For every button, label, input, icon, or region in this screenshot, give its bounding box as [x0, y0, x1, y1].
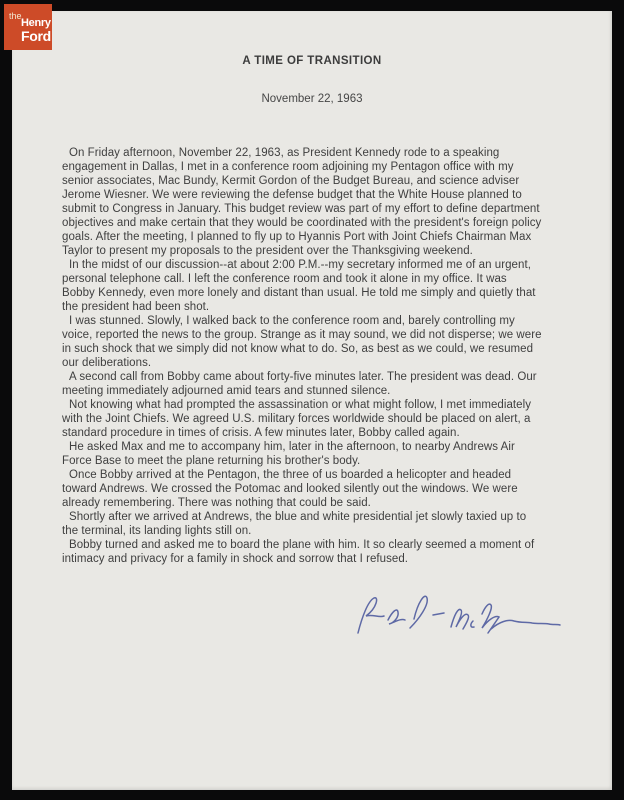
signature-ink-icon: [348, 589, 566, 651]
document-page: [12, 11, 612, 790]
paragraph: Not knowing what had prompted the assassination or what might follow, I met immediately with the Joint Chiefs. We agreed U.S. military forces worldwide should be placed on alert, a standard procedure in times of crisis. A few minutes later, Bobby called again.: [62, 399, 532, 439]
paragraph: I was stunned. Slowly, I walked back to the conference room and, barely controlling my voice, reported the news to the group. Strange as it may sound, we did not disperse; we were in such shock that we simply did not know what to do. So, as best as we could, we resumed our deliberations.: [62, 315, 542, 369]
paragraph: Bobby turned and asked me to board the plane with him. It so clearly seemed a moment of intimacy and privacy for a family in shock and sorrow that I refused.: [62, 539, 535, 565]
document-body: [62, 146, 542, 566]
henry-ford-logo: [4, 4, 52, 50]
paragraph: Once Bobby arrived at the Pentagon, the three of us boarded a helicopter and headed toward Andrews. We crossed the Potomac and looked silently out the windows. We were already remembering. There was nothing that could be said.: [62, 469, 518, 509]
document-date: November 22, 1963: [261, 93, 363, 105]
paragraph: A second call from Bobby came about forty-five minutes later. The president was dead. Our meeting immediately adjourned amid tears and stunned silence.: [62, 371, 537, 397]
paragraph: He asked Max and me to accompany him, later in the afternoon, to nearby Andrews Air Force Base to meet the plane returning his brother's body.: [62, 441, 515, 467]
logo-word-ford: Ford: [21, 28, 51, 44]
document-title: A TIME OF TRANSITION: [242, 55, 382, 67]
logo-word-henry: Henry: [21, 17, 51, 29]
paragraph: Shortly after we arrived at Andrews, the blue and white presidential jet slowly taxied up to the terminal, its landing lights still on.: [62, 511, 527, 537]
logo-word-the: the: [9, 11, 22, 21]
signature-handwriting: [348, 589, 566, 651]
paragraph: In the midst of our discussion--at about 2:00 P.M.--my secretary informed me of an urgent, personal telephone call. I left the conference room and took it alone in my office. It was Bobby Kennedy, even more lonely and distant than usual. He told me simply and quietly that the president had been shot.: [62, 259, 536, 313]
paragraph: On Friday afternoon, November 22, 1963, as President Kennedy rode to a speaking engagement in Dallas, I met in a conference room adjoining my Pentagon office with my senior associates, Mac Bundy, Kermit Gordon of the Budget Bureau, and science adviser Jerome Wiesner. We were reviewing the defense budget that the White House planned to submit to Congress in January. This budget review was part of my effort to define department objectives and make certain that they would be coordinated with the president's foreign policy goals. After the meeting, I planned to fly up to Hyannis Port with Joint Chiefs Chairman Max Taylor to present my proposals to the president over the Thanksgiving weekend.: [62, 147, 542, 257]
